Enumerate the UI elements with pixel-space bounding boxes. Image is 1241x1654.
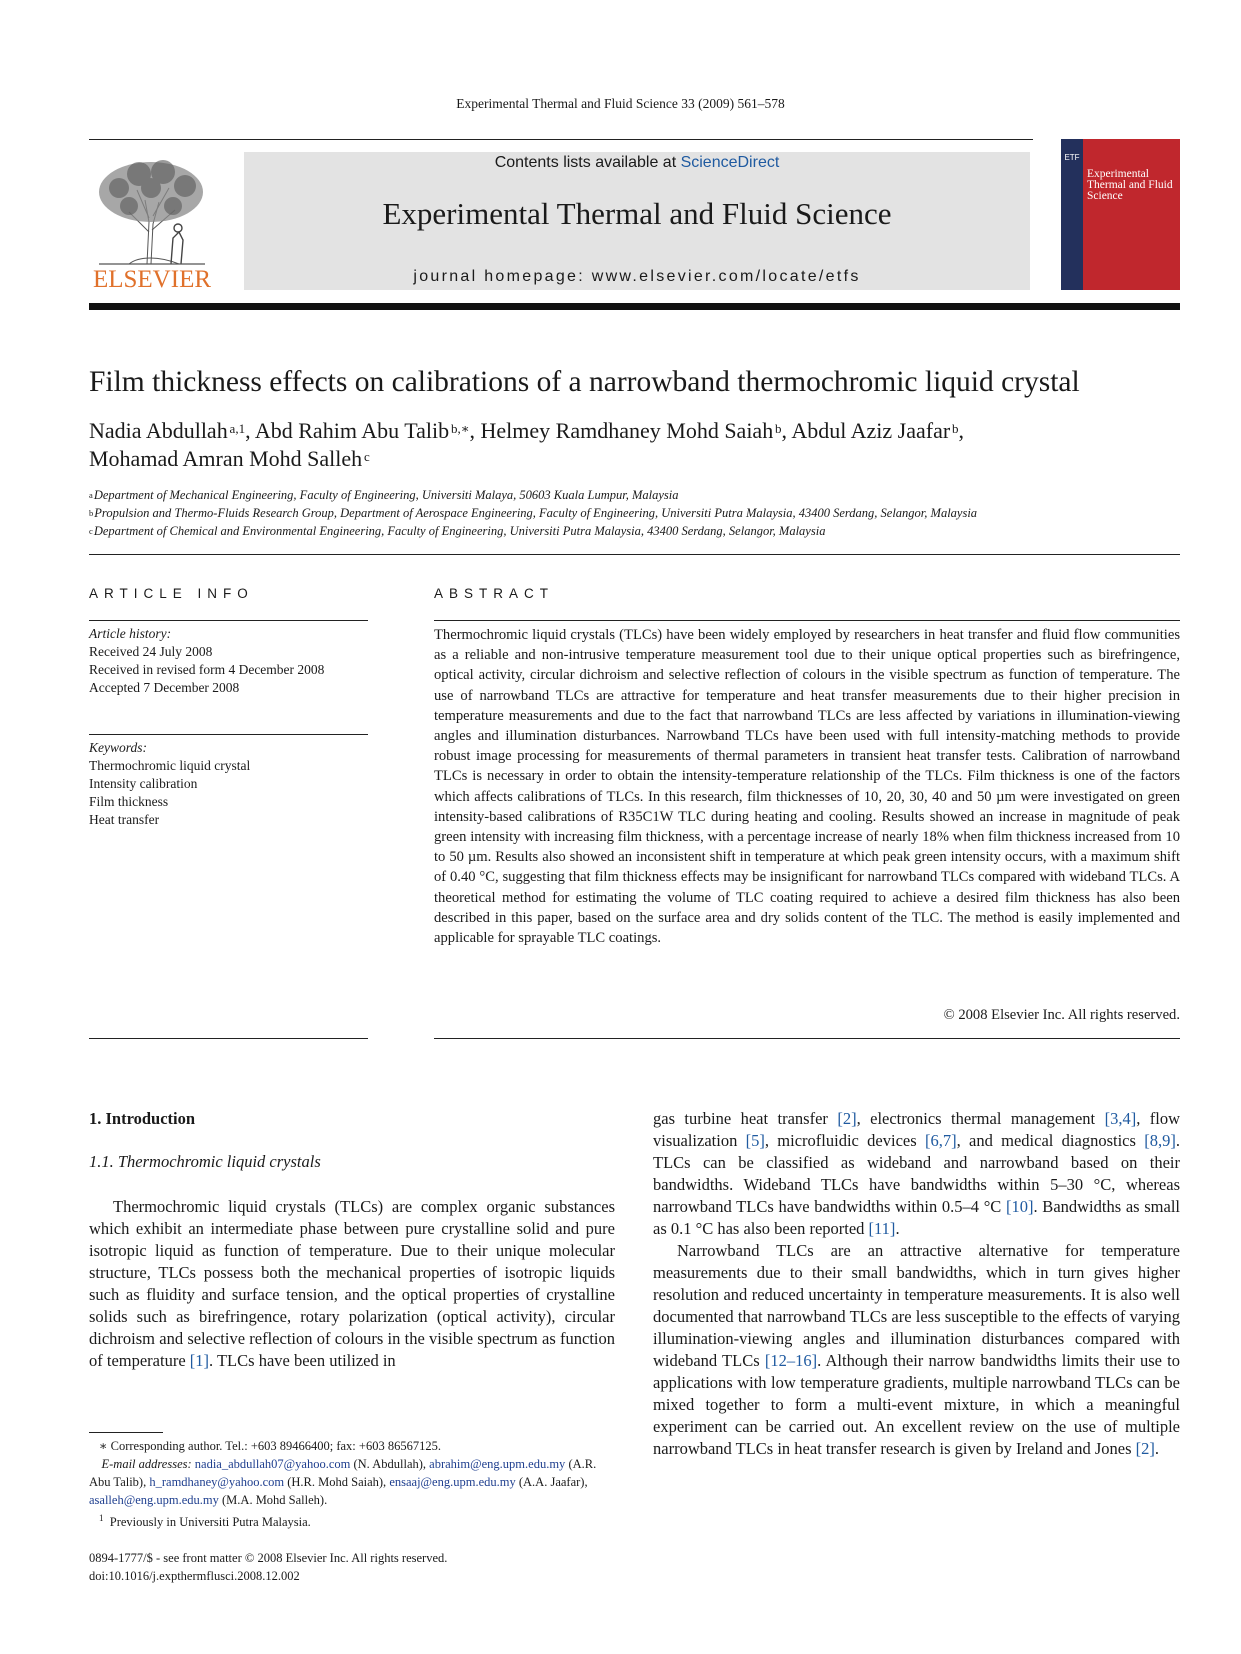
citation-link[interactable]: [5] — [745, 1131, 765, 1150]
section-rule — [89, 554, 1180, 555]
abstract-text: Thermochromic liquid crystals (TLCs) have been widely employed by researchers in heat transfer and fluid flow communities as a reliable and non-intrusive temperature measurement tool due to their unique optical properties such as birefringence, optical activity, circular dichroism and selective reflection of colours in the visible spectrum as function of temperature. The use of narrowband TLCs are attractive for temperature and heat transfer measurements due to their higher precision in temperature measurements and due to the fact that narrowband TLCs are less affected by variations in illumination-viewing angles and illumination disturbances. Narrowband TLCs have been used with full intensity-matching methods to provide robust image processing for measurements of thermal parameters in transient heat transfer tests. Calibration of narrowband TLCs is necessary in order to obtain the intensity-temperature relationship of the TLCs. Film thickness is one of the factors which affects calibrations of TLCs. In this research, film thicknesses of 10, 20, 30, 40 and 50 µm were investigated on green intensity-based calibrations of R35C1W TLC during heating and cooling. Results showed an increase in magnitude of peak green intensity with increasing film thickness, with a percentage increase of nearly 18% when film thickness increased from 10 to 50 µm. Results also showed an inconsistent shift in temperature at which peak green intensity occurs, with a maximum shift of 0.40 °C, suggesting that film thickness effects may be insignificant for narrowband TLCs compared with wideband TLCs. A theoretical method for estimating the volume of TLC coating required to achieve a desired film thickness has also been described in this paper, based on the surface area and dry solids content of the TLC. The method is easily implemented and applicable for sprayable TLC coatings. — [434, 627, 1180, 947]
keywords-block — [89, 739, 368, 829]
keywords-label: Keywords: — [89, 740, 147, 755]
keyword: Thermochromic liquid crystal — [89, 758, 251, 773]
subsection-heading-tlc: 1.1. Thermochromic liquid crystals — [89, 1152, 321, 1171]
abstract-heading: ABSTRACT — [434, 586, 555, 601]
email-owner: (A.A. Jaafar), — [515, 1475, 588, 1489]
citation-link[interactable]: [12–16] — [764, 1351, 818, 1370]
text-run: gas turbine heat transfer — [653, 1109, 838, 1128]
history-label: Article history: — [89, 626, 172, 641]
keyword: Film thickness — [89, 794, 169, 809]
header-rule — [89, 139, 1033, 140]
text-run: , microfluidic devices — [764, 1131, 925, 1150]
journal-homepage[interactable]: journal homepage: www.elsevier.com/locate/etfs — [413, 268, 861, 285]
article-info-rule — [89, 620, 368, 621]
email-link[interactable]: ensaaj@eng.upm.edu.my — [389, 1475, 516, 1489]
text-run: . Although their narrow bandwidths limits their use to applications with low temperature gradients, multiple narrowband TLCs can be mixed together to form a multi-event mixture, in which a meaningful experiment can be carried out. An excellent review on the use of multiple narrowband TLCs in heat transfer research is given by Ireland and Jones — [653, 1351, 1180, 1458]
issn-line: 0894-1777/$ - see front matter © 2008 Elsevier Inc. All rights reserved. — [89, 1551, 448, 1565]
email-owner: (M.A. Mohd Salleh). — [218, 1493, 328, 1507]
affiliation: $^b$ Propulsion and Thermo-Fluids Research Group, Department of Aerospace Engineering, Faculty of Engineering, Universiti Putra Malaysia, 43400 Serdang, Selangor, Malaysia — [89, 506, 978, 521]
citation-link[interactable]: [2] — [1135, 1439, 1155, 1458]
abstract-rule — [434, 620, 1180, 621]
text-run: , electronics thermal management — [856, 1109, 1105, 1128]
email-link[interactable]: h_ramdhaney@yahoo.com — [149, 1475, 285, 1489]
citation-link[interactable]: [1] — [189, 1351, 210, 1370]
front-matter — [89, 1549, 615, 1585]
author: Abdul Aziz Jaafar $^b$, — [791, 418, 965, 443]
history-item: Received in revised form 4 December 2008 — [89, 662, 325, 677]
sciencedirect-link[interactable]: ScienceDirect — [680, 154, 780, 171]
section-heading-introduction: 1. Introduction — [89, 1109, 196, 1128]
keyword: Heat transfer — [89, 812, 160, 827]
footnote-rule — [89, 1432, 163, 1433]
text-run: , flow visualization — [653, 1109, 1181, 1150]
abstract-end-rule — [434, 1038, 1180, 1039]
email-link[interactable]: asalleh@eng.upm.edu.my — [89, 1493, 219, 1507]
author: Nadia Abdullah $^{a,1}$, — [89, 418, 255, 443]
citation-link[interactable]: [11] — [868, 1219, 896, 1238]
history-item: Received 24 July 2008 — [89, 644, 213, 659]
contents-line — [244, 152, 1030, 172]
email-owner: (H.R. Mohd Saiah), — [284, 1475, 390, 1489]
text-run: Thermochromic liquid crystals (TLCs) are complex organic substances which exhibit an intermediate phase between pure crystalline solid and pure isotropic liquid as function of temperature. Due to their unique molecular structure, TLCs possess both the mechanical properties of isotropic liquids such as fluidity and surface tension, and the optical properties of crystalline solids such as birefringence, rotary polarization (optical activity), circular dichroism and selective reflection of colours in the visible spectrum as function of temperature — [89, 1197, 615, 1370]
text-run: . — [895, 1219, 900, 1238]
affiliation: $^a$ Department of Mechanical Engineering, Faculty of Engineering, Universiti Malaya, 50603 Kuala Lumpur, Malaysia — [89, 488, 679, 502]
cover-title: Experimental Thermal and Fluid Science — [1087, 168, 1173, 202]
body-left-column — [89, 1196, 615, 1372]
paragraph — [89, 1196, 615, 1372]
article-history — [89, 625, 368, 697]
email-label: E-mail addresses: — [101, 1457, 195, 1471]
text-run: . Bandwidths as small as 0.1 °C has also been reported — [653, 1197, 1180, 1238]
citation-link[interactable]: [3,4] — [1104, 1109, 1137, 1128]
citation-link[interactable]: [10] — [1006, 1197, 1034, 1216]
keyword: Intensity calibration — [89, 776, 198, 791]
contents-prefix: Contents lists available at — [494, 154, 681, 171]
header-thick-rule — [89, 303, 1180, 310]
abstract-copyright: © 2008 Elsevier Inc. All rights reserved. — [943, 1007, 1180, 1023]
email-owner: (A.R. Abu Talib), — [89, 1457, 597, 1489]
footnotes — [89, 1437, 615, 1531]
email-addresses — [68, 1455, 615, 1509]
affiliation: $^c$ Department of Chemical and Environmental Engineering, Faculty of Engineering, Universiti Putra Malaysia, 43400 Serdang, Selangor, Malaysia — [89, 524, 826, 539]
elsevier-wordmark: ELSEVIER — [92, 266, 212, 293]
cover-badge: ETF — [1064, 153, 1080, 162]
paper-title: Film thickness effects on calibrations of a narrowband thermochromic liquid crystal — [89, 366, 1080, 398]
citation-link[interactable]: [2] — [837, 1109, 857, 1128]
doi-line[interactable]: doi:10.1016/j.expthermflusci.2008.12.002 — [89, 1569, 300, 1583]
journal-cover-image — [1061, 139, 1180, 290]
affiliations — [89, 486, 1180, 541]
running-head: Experimental Thermal and Fluid Science 33 (2009) 561–578 — [456, 96, 785, 111]
text-run: . TLCs have been utilized in — [209, 1351, 396, 1370]
text-run: , and medical diagnostics — [956, 1131, 1145, 1150]
text-run: . TLCs can be classified as wideband and narrowband based on their bandwidths. Wideband TLCs have bandwidths within 5–30 °C, whereas narrowband TLCs have bandwidths within 0.5–4 °C — [653, 1131, 1180, 1216]
keywords-rule — [89, 734, 368, 735]
text-run: Narrowband TLCs are an attractive alternative for temperature measurements due to their small bandwidths, which in turn gives higher resolution and reduced uncertainty in temperature measurements. It is also well documented that narrowband TLCs are less susceptible to the effects of varying illumination-viewing angles and illumination disturbances compared with wideband TLCs — [653, 1241, 1180, 1370]
author-list — [89, 417, 1180, 473]
email-owner: (N. Abdullah), — [350, 1457, 430, 1471]
paragraph — [653, 1108, 1180, 1240]
article-info-end-rule — [89, 1038, 368, 1039]
email-link[interactable]: nadia_abdullah07@yahoo.com — [194, 1457, 351, 1471]
author: Helmey Ramdhaney Mohd Saiah $^b$, — [480, 418, 792, 443]
footnote-1: $^1$ Previously in Universiti Putra Malaysia. — [99, 1513, 311, 1530]
body-right-column — [653, 1108, 1180, 1460]
journal-title: Experimental Thermal and Fluid Science — [382, 196, 892, 231]
paragraph — [653, 1240, 1180, 1460]
article-info-heading: ARTICLE INFO — [89, 586, 254, 601]
corresponding-author-note: ∗ Corresponding author. Tel.: +603 89466400; fax: +603 86567125. — [99, 1439, 441, 1453]
author: Mohamad Amran Mohd Salleh $^c$ — [89, 446, 370, 471]
citation-link[interactable]: [6,7] — [924, 1131, 957, 1150]
text-run: . — [1154, 1439, 1159, 1458]
author: Abd Rahim Abu Talib $^{b,∗}$, — [254, 418, 481, 443]
history-item: Accepted 7 December 2008 — [89, 680, 240, 695]
email-link[interactable]: abrahim@eng.upm.edu.my — [429, 1457, 566, 1471]
citation-link[interactable]: [8,9] — [1144, 1131, 1176, 1150]
